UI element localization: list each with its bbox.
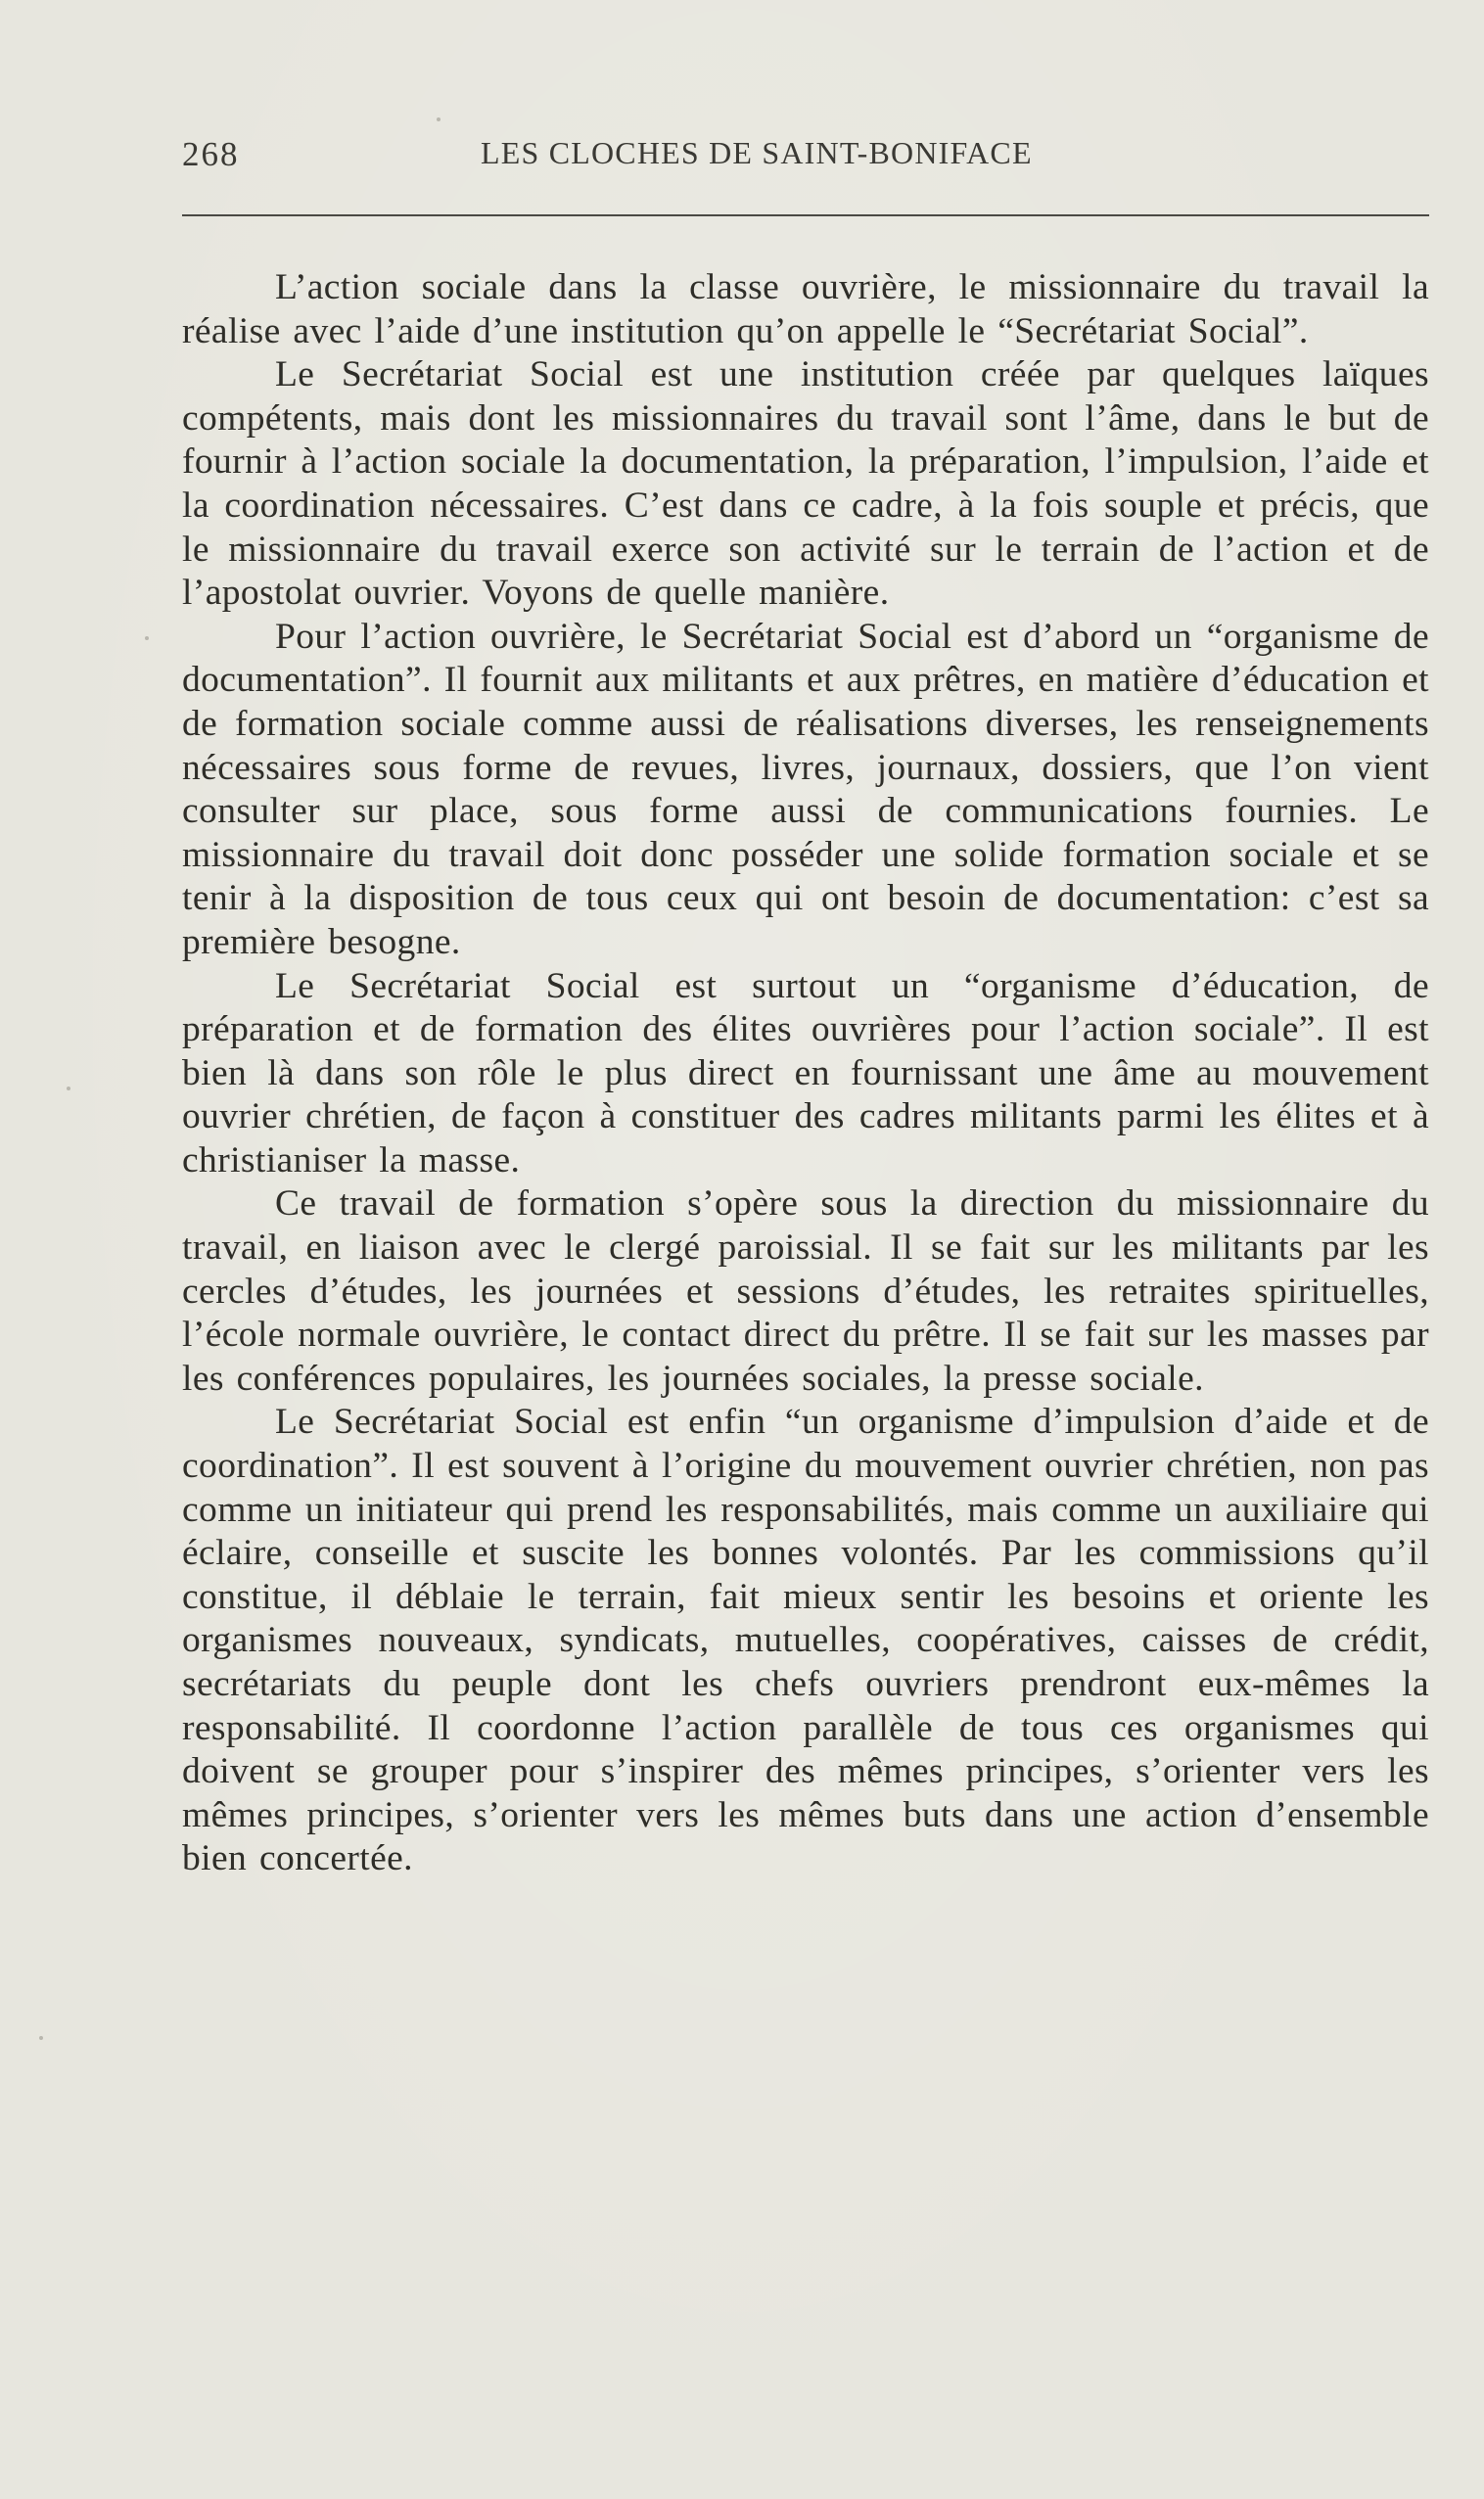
paragraph: Pour l’action ouvrière, le Secrétariat Social est d’abord un “organisme de documentation”. Il fournit aux militants et aux prêtres, en matière d’éducation et de formation sociale comme aussi de réalisations diverses, les renseignements nécessaires sous forme de revues, livres, journaux, dossiers, que l’on vient consulter sur place, sous forme aussi de communications fournies. Le missionnaire du travail doit donc posséder une solide formation sociale et se tenir à la disposition de tous ceux qui ont besoin de documentation: c’est sa première besogne. <box>182 616 1429 962</box>
paper-speck <box>67 1087 70 1090</box>
page-number: 268 <box>182 135 240 173</box>
journal-title: LES CLOCHES DE SAINT-BONIFACE <box>481 135 1033 170</box>
paragraph: Le Secrétariat Social est enfin “un organisme d’impulsion d’aide et de coordination”. Il est souvent à l’origine du mouvement ouvrier chrétien, non pas comme un initiateur qui prend les responsabilités, mais comme un auxiliaire qui éclaire, conseille et suscite les bonnes volontés. Par les commissions qu’il constitue, il déblaie le terrain, fait mieux sentir les besoins et oriente les organismes nouveaux, syndicats, mutuelles, coopératives, caisses de crédit, secrétariats du peuple dont les chefs ouvriers prendront eux-mêmes la responsabilité. Il coordonne l’action parallèle de tous ces organismes qui doivent se grouper pour s’inspirer des mêmes principes, s’orienter vers les mêmes principes, s’orienter vers les mêmes buts dans une action d’ensemble bien concertée. <box>182 1402 1429 1879</box>
paragraph: Ce travail de formation s’opère sous la direction du missionnaire du travail, en liaison avec le clergé paroissial. Il se fait sur les militants par les cercles d’études, les journées et sessions d’études, les retraites spirituelles, l’école normale ouvrière, le contact direct du prêtre. Il se fait sur les masses par les conférences populaires, les journées sociales, la presse sociale. <box>182 1183 1429 1399</box>
paragraph: Le Secrétariat Social est surtout un “organisme d’éducation, de préparation et de formation des élites ouvrières pour l’action sociale”. Il est bien là dans son rôle le plus direct en fournissant une âme au mouvement ouvrier chrétien, de façon à constituer des cadres militants parmi les élites et à christianiser la masse. <box>182 965 1429 1180</box>
running-head <box>182 135 1429 184</box>
paragraph: L’action sociale dans la classe ouvrière, le missionnaire du travail la réalise avec l’aide d’une institution qu’on appelle le “Secrétariat Social”. <box>182 267 1429 351</box>
header-rule <box>182 214 1429 216</box>
paper-speck <box>39 2036 43 2040</box>
body-text <box>182 266 1429 1881</box>
paper-speck <box>437 117 441 121</box>
paper-speck <box>145 636 149 640</box>
paragraph: Le Secrétariat Social est une institution créée par quelques laïques compétents, mais dont les missionnaires du travail sont l’âme, dans le but de fournir à l’action sociale la documentation, la préparation, l’impulsion, l’aide et la coordination nécessaires. C’est dans ce cadre, à la fois souple et précis, que le missionnaire du travail exerce son activité sur le terrain de l’action et de l’apostolat ouvrier. Voyons de quelle manière. <box>182 354 1429 614</box>
